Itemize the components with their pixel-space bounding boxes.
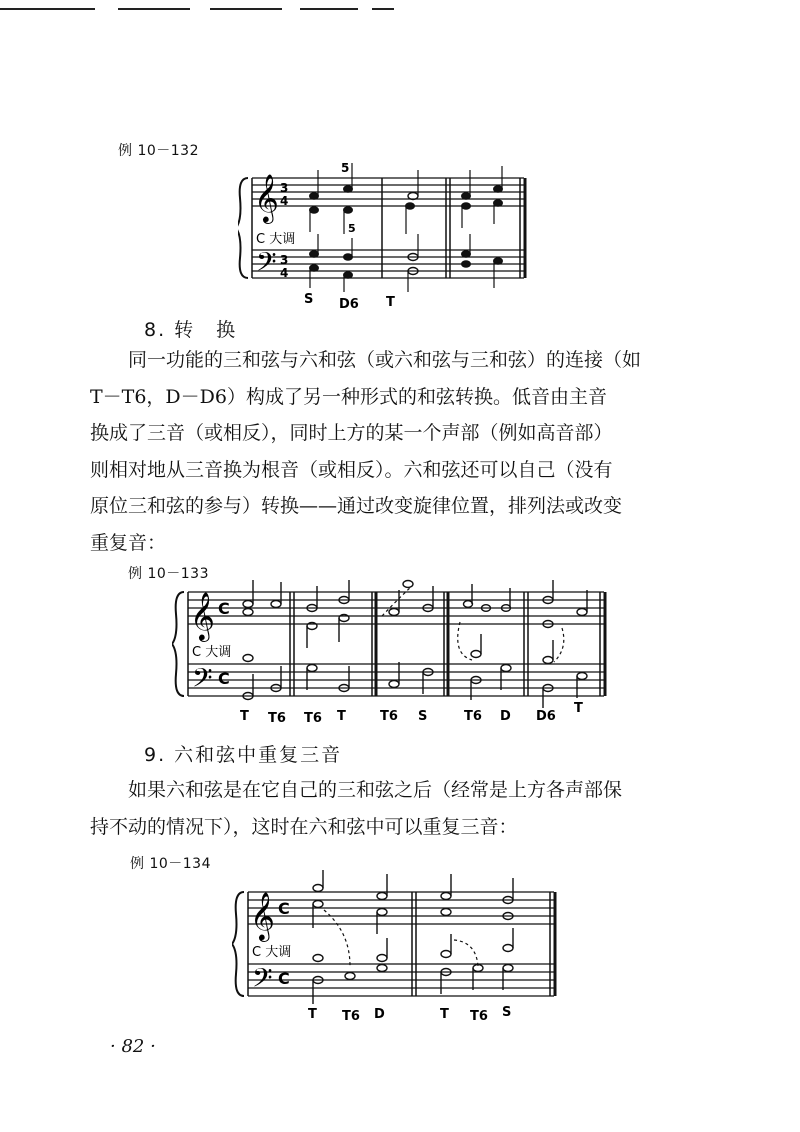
key-label: C 大调 — [256, 232, 296, 247]
paragraph-line: 原位三和弦的参与）转换——通过改变旋律位置，排列法或改变 — [90, 495, 623, 517]
page-number: · 82 · — [110, 1036, 156, 1057]
top-rule — [372, 8, 394, 10]
common-time-icon: C — [218, 669, 230, 688]
music-score-example-132 — [238, 158, 538, 318]
example-label: 例 10－134 — [130, 856, 211, 872]
svg-text:3: 3 — [280, 253, 289, 267]
function-label: D6 — [536, 709, 556, 724]
function-label: T6 — [268, 711, 286, 726]
svg-text:4: 4 — [280, 194, 289, 208]
top-rule — [210, 8, 282, 10]
finger-number: 5 — [348, 222, 356, 235]
treble-clef-icon: 𝄞 — [254, 173, 279, 222]
paragraph-line: 持不动的情况下），这时在六和弦中可以重复三音： — [90, 815, 518, 838]
function-label: D6 — [339, 297, 359, 312]
bass-clef-icon: 𝄢 — [256, 246, 277, 284]
example-label: 例 10－132 — [118, 143, 199, 159]
music-score-example-133 — [172, 578, 612, 728]
example-label: 例 10－133 — [128, 566, 209, 582]
treble-clef-icon: 𝄞 — [250, 891, 275, 940]
treble-clef-icon: 𝄞 — [190, 591, 215, 640]
paragraph-section-8 — [90, 342, 705, 561]
common-time-icon: C — [278, 899, 290, 918]
function-label: T — [440, 1007, 449, 1022]
bass-clef-icon: 𝄢 — [252, 962, 273, 1000]
paragraph-line: 则相对地从三音换为根音（或相反）。六和弦还可以自己（没有 — [90, 458, 613, 481]
function-label: S — [304, 292, 314, 307]
paragraph-line: 同一功能的三和弦与六和弦（或六和弦与三和弦）的连接（如 — [128, 349, 642, 371]
function-label: T — [308, 1007, 317, 1022]
finger-number: 5 — [341, 161, 350, 175]
key-label: C 大调 — [192, 645, 232, 660]
paragraph-line: T－T6，D－D6）构成了另一种形式的和弦转换。低音由主音 — [90, 385, 607, 408]
function-label: T — [574, 701, 583, 716]
function-label: T — [240, 709, 249, 724]
function-label: T6 — [464, 709, 482, 724]
paragraph-line: 如果六和弦是在它自己的三和弦之后（经常是上方各声部保 — [128, 779, 623, 801]
top-rule — [0, 8, 95, 10]
function-label: S — [418, 709, 428, 724]
paragraph-line: 换成了三音（或相反），同时上方的某一个声部（例如高音部） — [90, 422, 613, 444]
common-time-icon: C — [218, 599, 230, 618]
function-label: T6 — [470, 1009, 488, 1024]
section-heading: 8. 转 换 — [144, 319, 238, 341]
music-score-example-134 — [232, 870, 562, 1030]
svg-text:3: 3 — [280, 181, 289, 195]
function-label: S — [502, 1005, 512, 1020]
function-label: T6 — [342, 1009, 360, 1024]
function-label: T — [337, 709, 346, 724]
common-time-icon: C — [278, 969, 290, 988]
section-heading: 9. 六和弦中重复三音 — [144, 744, 343, 766]
function-label: D — [374, 1007, 385, 1022]
top-rule — [118, 8, 190, 10]
bass-clef-icon: 𝄢 — [192, 662, 213, 700]
svg-text:4: 4 — [280, 266, 289, 280]
key-label: C 大调 — [252, 945, 292, 960]
paragraph-section-9 — [90, 772, 705, 845]
function-label: T — [386, 295, 395, 310]
function-label: T6 — [304, 711, 322, 726]
function-label: T6 — [380, 709, 398, 724]
top-rule — [300, 8, 358, 10]
function-label: D — [500, 709, 511, 724]
paragraph-line: 重复音： — [90, 531, 167, 554]
